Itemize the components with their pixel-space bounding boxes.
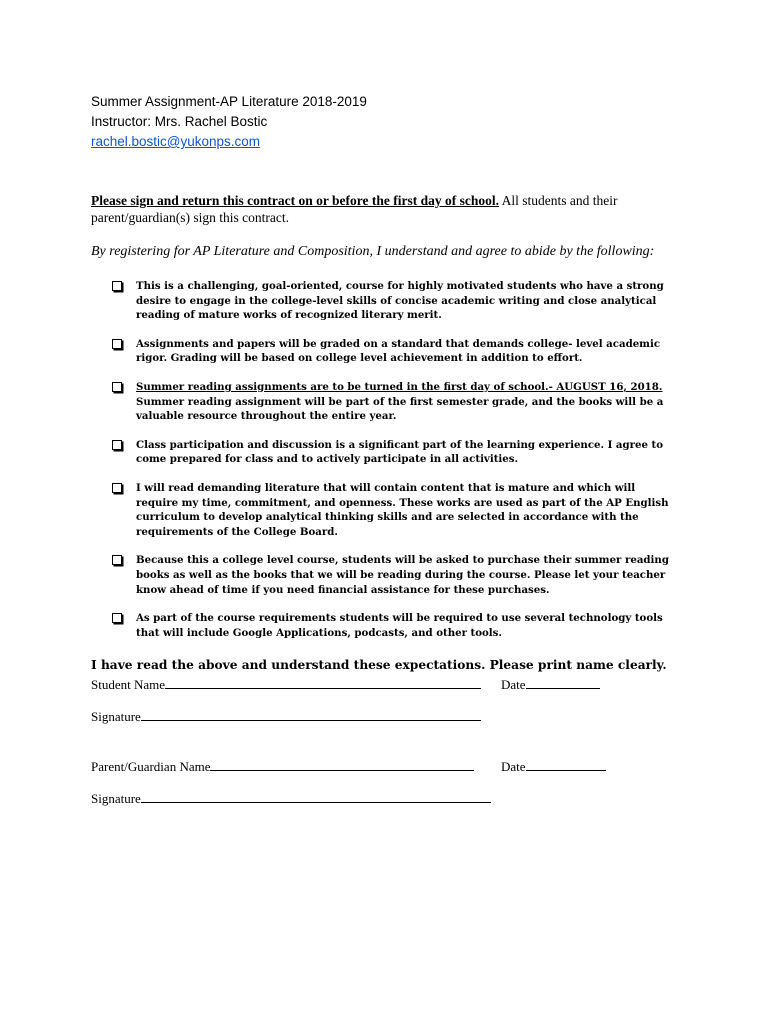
- contract-instruction-emphasis: Please sign and return this contract on or before the first day of school.: [91, 193, 499, 208]
- summer-reading-deadline: Summer reading assignments are to be turned in the first day of school.- AUGUST 16, 2018.: [136, 380, 663, 393]
- agreement-statement: I have read the above and understand these expectations. Please print name clearly.: [91, 658, 667, 672]
- student-name-row: [91, 676, 481, 693]
- parent-name-field[interactable]: [210, 758, 474, 771]
- assignment-title: Summer Assignment-AP Literature 2018-2019: [91, 94, 367, 109]
- agreement-intro: By registering for AP Literature and Composition, I understand and agree to abide by the following:: [91, 244, 655, 259]
- instructor-email-link[interactable]: rachel.bostic@yukonps.com: [91, 134, 261, 149]
- student-date-label: Date: [501, 677, 526, 692]
- list-item: [112, 279, 672, 323]
- parent-name-label: Parent/Guardian Name: [91, 759, 211, 774]
- checkbox-icon: [112, 382, 122, 392]
- student-name-label: Student Name: [91, 677, 166, 692]
- parent-signature-label: Signature: [91, 791, 141, 806]
- list-item: [112, 553, 672, 597]
- list-item-text: Because this a college level course, students will be asked to purchase their summer reading books as well as the books that we will be reading during the course. Please let your teacher know ahead of time if you need financial assistance for these purchases.: [136, 554, 669, 596]
- list-item-text: This is a challenging, goal-oriented, course for highly motivated students who have a strong desire to engage in the college-level skills of concise academic writing and close analytical reading of mature works of recognized literary merit.: [136, 280, 664, 322]
- list-item: [112, 337, 672, 366]
- parent-name-row: [91, 758, 474, 775]
- checkbox-icon: [112, 440, 122, 450]
- student-date-field[interactable]: [526, 676, 600, 689]
- document-header: [91, 92, 367, 152]
- parent-signature-field[interactable]: [141, 790, 491, 803]
- parent-date-field[interactable]: [526, 758, 606, 771]
- parent-signature-row: [91, 790, 491, 807]
- list-item-text: Assignments and papers will be graded on a standard that demands college- level academic rigor. Grading will be based on college level achievement in addition to effort.: [136, 337, 661, 365]
- student-signature-field[interactable]: [141, 708, 481, 721]
- expectations-list: [112, 279, 672, 640]
- parent-date-label: Date: [501, 759, 526, 774]
- list-item-text: I will read demanding literature that will contain content that is mature and which will require my time, commitment, and openness. These works are used as part of the AP English curriculum to develop analytical thinking skills and are selected in accordance with the requirements of the College Board.: [136, 481, 669, 538]
- list-item-text: Class participation and discussion is a significant part of the learning experience. I agree to come prepared for class and to actively participate in all activities.: [136, 438, 664, 466]
- checkbox-icon: [112, 281, 122, 291]
- list-item: [112, 438, 672, 467]
- student-signature-row: [91, 708, 481, 725]
- checkbox-icon: [112, 483, 122, 493]
- student-date-row: [501, 676, 600, 693]
- student-signature-label: Signature: [91, 709, 141, 724]
- contract-instruction: [91, 192, 691, 226]
- list-item-text: Summer reading assignment will be part of the first semester grade, and the books will be a valuable resource throughout the entire year.: [136, 395, 664, 423]
- list-item: [112, 611, 672, 640]
- instructor-line: Instructor: Mrs. Rachel Bostic: [91, 114, 268, 129]
- parent-date-row: [501, 758, 606, 775]
- student-name-field[interactable]: [165, 676, 481, 689]
- checkbox-icon: [112, 613, 122, 623]
- list-item-text: As part of the course requirements students will be required to use several technology tools that will include Google Applications, podcasts, and other tools.: [136, 612, 663, 639]
- contract-instruction-rest: All students and their parent/guardian(s) sign this contract.: [91, 193, 618, 225]
- checkbox-icon: [112, 339, 122, 349]
- checkbox-icon: [112, 555, 122, 565]
- list-item: [112, 481, 672, 539]
- list-item: [112, 380, 672, 424]
